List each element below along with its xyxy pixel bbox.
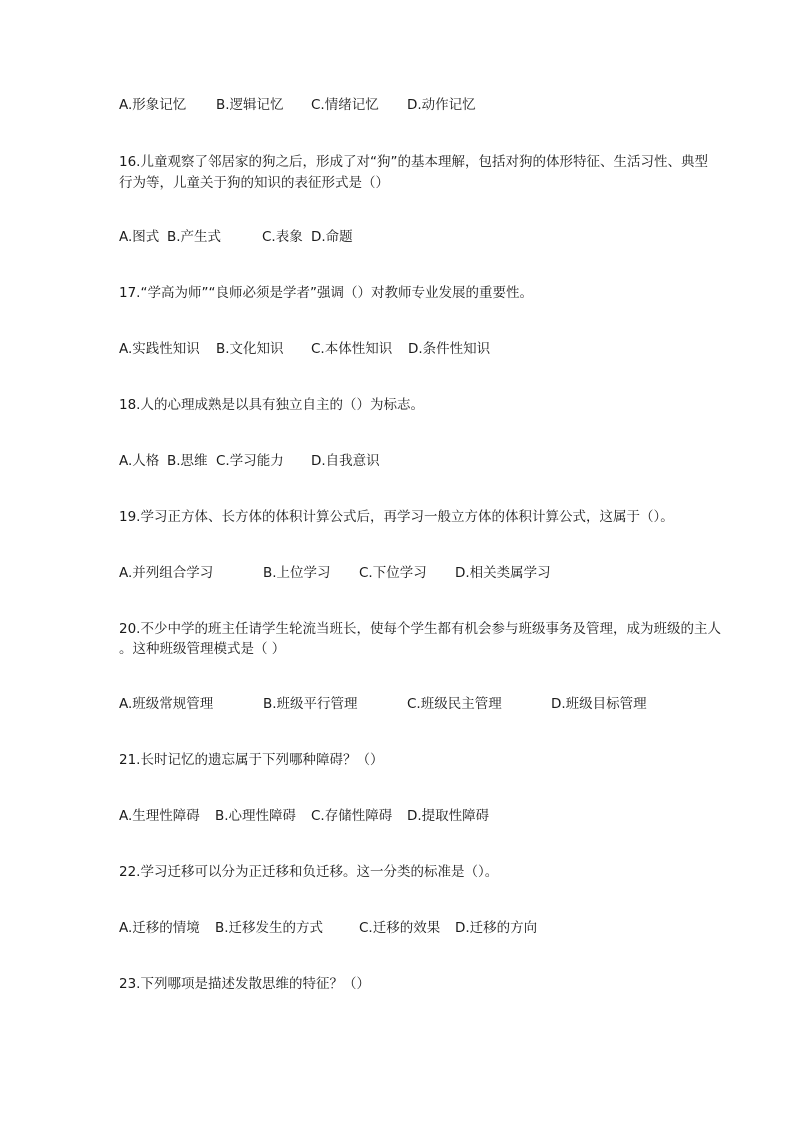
q20-option-c: C.班级民主管理 xyxy=(407,696,502,712)
q15-options xyxy=(119,94,759,116)
q21-option-a: A.生理性障碍 xyxy=(119,808,200,824)
q17-option-a: A.实践性知识 xyxy=(119,341,200,357)
q20-options xyxy=(119,693,759,715)
q20-option-a: A.班级常规管理 xyxy=(119,696,214,712)
q19-stem: 19.学习正方体、长方体的体积计算公式后，再学习一般立方体的体积计算公式，这属于（）。 xyxy=(119,509,674,525)
q18-option-a: A.人格 xyxy=(119,453,160,469)
q16-options xyxy=(119,226,759,248)
q19-option-a: A.并列组合学习 xyxy=(119,565,214,581)
q16-stem-line1: 16.儿童观察了邻居家的狗之后，形成了对“狗”的基本理解，包括对狗的体形特征、生活习性、典型 xyxy=(119,154,708,170)
q19-option-c: C.下位学习 xyxy=(359,565,427,581)
q18-options xyxy=(119,450,759,472)
q19-option-d: D.相关类属学习 xyxy=(455,565,551,581)
q16-stem-line2: 行为等，儿童关于狗的知识的表征形式是（） xyxy=(119,175,389,191)
q18-option-d: D.自我意识 xyxy=(311,453,380,469)
q16-option-d: D.命题 xyxy=(311,229,353,245)
q22-options xyxy=(119,917,759,939)
q17-option-c: C.本体性知识 xyxy=(311,341,393,357)
q18-option-b: B.思维 xyxy=(167,453,208,469)
q18-stem: 18.人的心理成熟是以具有独立自主的（）为标志。 xyxy=(119,397,424,413)
q22-option-c: C.迁移的效果 xyxy=(359,920,441,936)
q23-stem: 23.下列哪项是描述发散思维的特征？（） xyxy=(119,976,370,992)
q21-option-d: D.提取性障碍 xyxy=(407,808,490,824)
q19-options xyxy=(119,562,759,584)
q16-option-b: B.产生式 xyxy=(167,229,222,245)
q22-stem: 22.学习迁移可以分为正迁移和负迁移。这一分类的标准是（）。 xyxy=(119,864,499,880)
q19-option-b: B.上位学习 xyxy=(263,565,331,581)
q18-option-c: C.学习能力 xyxy=(216,453,284,469)
q22-option-a: A.迁移的情境 xyxy=(119,920,200,936)
q20-stem-line1: 20.不少中学的班主任请学生轮流当班长，使每个学生都有机会参与班级事务及管理，成为班级的主人 xyxy=(119,621,721,637)
q21-option-b: B.心理性障碍 xyxy=(215,808,297,824)
q15-option-b: B.逻辑记忆 xyxy=(216,97,284,113)
q22-option-d: D.迁移的方向 xyxy=(455,920,538,936)
q16-option-c: C.表象 xyxy=(262,229,303,245)
q21-option-c: C.存储性障碍 xyxy=(311,808,393,824)
q17-stem: 17.“学高为师”“良师必须是学者”强调（）对教师专业发展的重要性。 xyxy=(119,285,533,301)
q17-option-b: B.文化知识 xyxy=(216,341,284,357)
q15-option-a: A.形象记忆 xyxy=(119,97,187,113)
q16-option-a: A.图式 xyxy=(119,229,160,245)
q22-option-b: B.迁移发生的方式 xyxy=(215,920,324,936)
q17-options xyxy=(119,338,759,360)
q15-option-d: D.动作记忆 xyxy=(407,97,476,113)
q17-option-d: D.条件性知识 xyxy=(408,341,491,357)
q15-option-c: C.情绪记忆 xyxy=(311,97,379,113)
q21-stem: 21.长时记忆的遗忘属于下列哪种障碍？（） xyxy=(119,752,384,768)
q21-options xyxy=(119,805,759,827)
q20-option-d: D.班级目标管理 xyxy=(551,696,647,712)
q20-stem-line2: 。这种班级管理模式是（ ） xyxy=(119,641,286,657)
q20-option-b: B.班级平行管理 xyxy=(263,696,358,712)
